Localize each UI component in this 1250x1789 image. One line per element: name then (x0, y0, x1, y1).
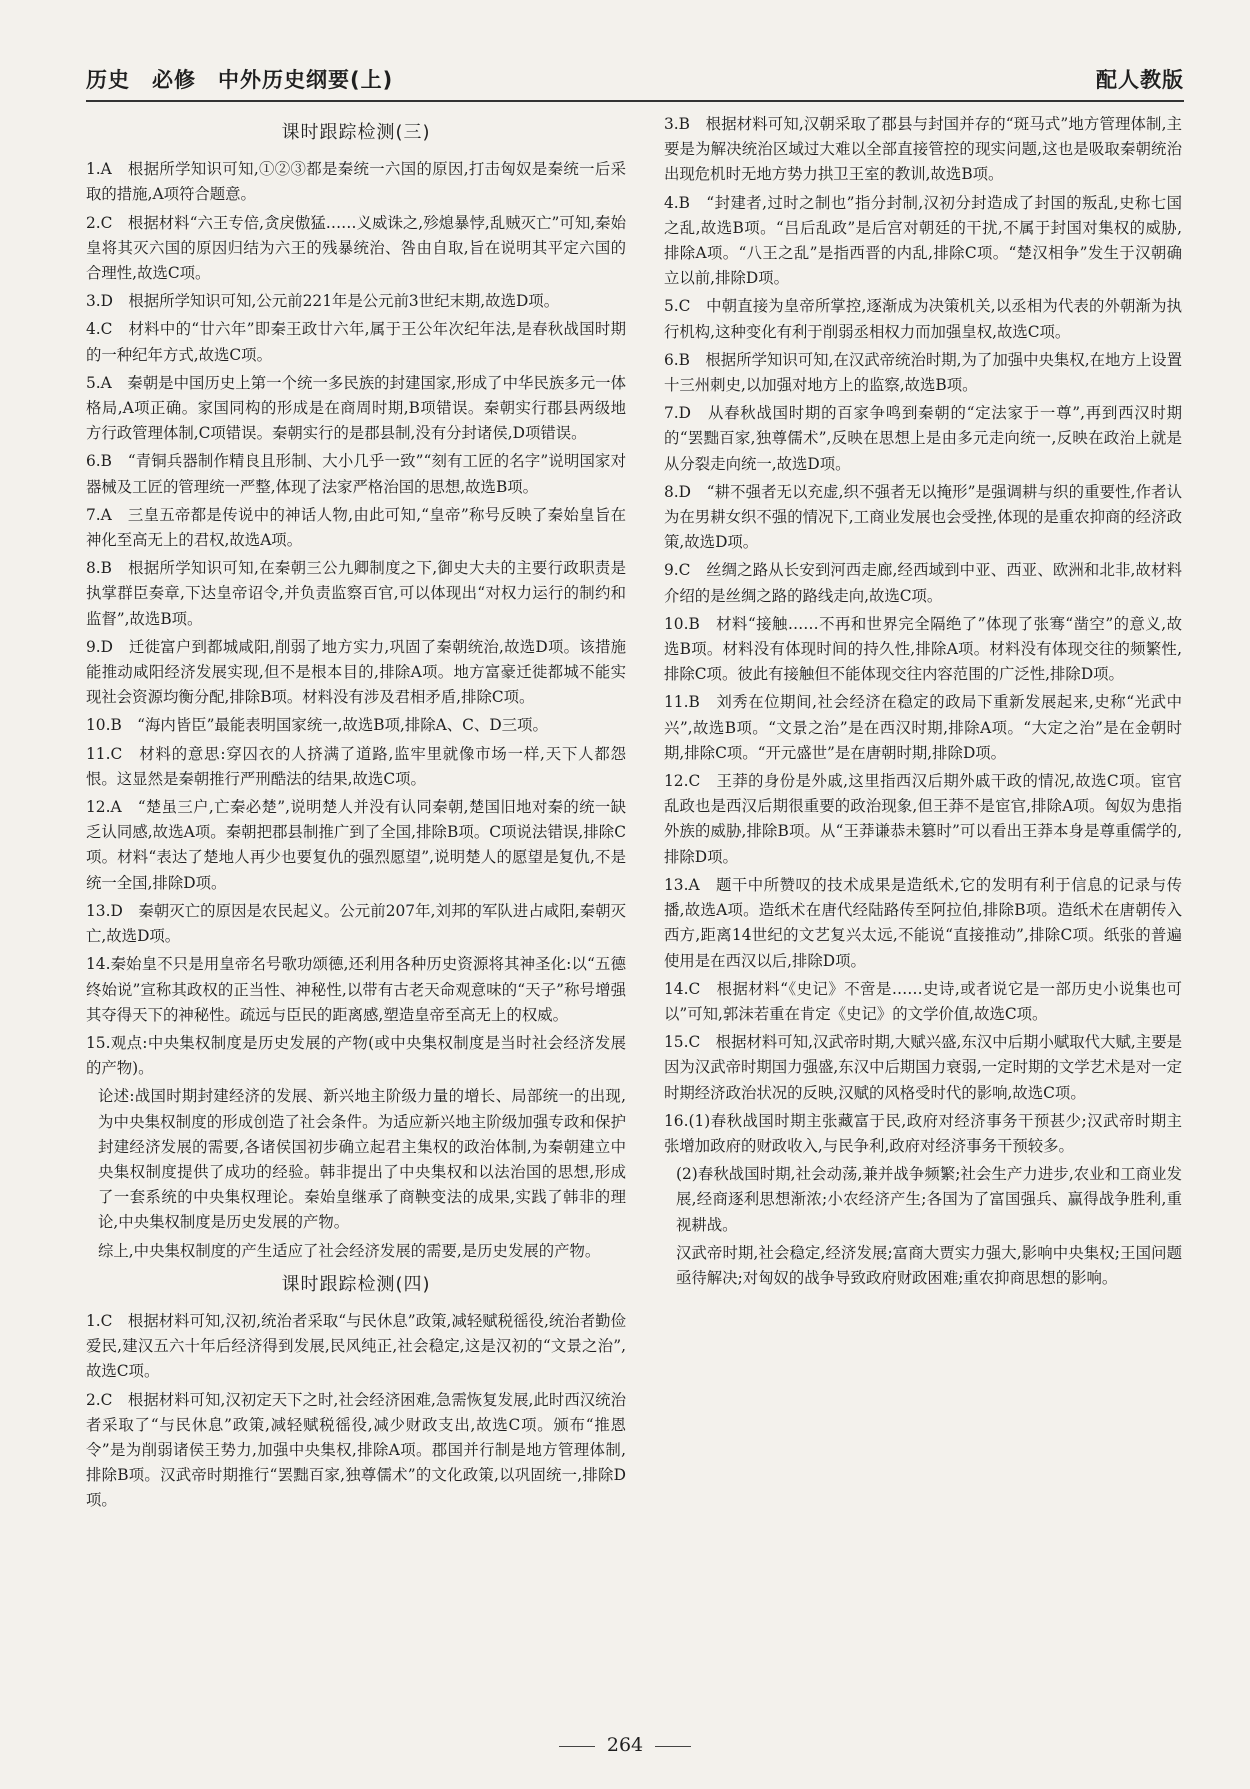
answer-item: 12.A “楚虽三户,亡秦必楚”,说明楚人并没有认同秦朝,楚国旧地对秦的统一缺乏认同感,故选A项。秦朝把郡县制推广到了全国,排除B项。C项说法错误,排除C项。材料“表达了楚地人再少也要复仇的强烈愿望”,说明楚人的愿望是复仇,不是统一全国,排除D项。 (86, 798, 626, 892)
answer-item: 5.C 中朝直接为皇帝所掌控,逐渐成为决策机关,以丞相为代表的外朝渐为执行机构,这种变化有利于削弱丞相权力而加强皇权,故选C项。 (664, 297, 1182, 341)
answer-item: 11.B 刘秀在位期间,社会经济在稳定的政局下重新发展起来,史称“光武中兴”,故选B项。“文景之治”是在西汉时期,排除A项。“大定之治”是在金朝时期,排除C项。“开元盛世”是在唐朝时期,排除D项。 (664, 693, 1182, 762)
answer-item: 10.B 材料“接触……不再和世界完全隔绝了”体现了张骞“凿空”的意义,故选B项。材料没有体现时间的持久性,排除A项。材料没有体现交往的频繁性,排除C项。彼此有接触但不能体现交往内容范围的广泛性,排除D项。 (664, 614, 1182, 684)
answer-item: 13.A 题干中所赞叹的技术成果是造纸术,它的发明有利于信息的记录与传播,故选A项。造纸术在唐代经陆路传至阿拉伯,排除B项。造纸术在唐朝传入西方,距离14世纪的文艺复兴太远,不能说“直接推动”,排除C项。纸张的普遍使用是在西汉以后,排除D项。 (664, 875, 1182, 970)
section-title: 课时跟踪检测(四) (281, 1273, 431, 1295)
essay-answer-part1: 16.(1)春秋战国时期主张藏富于民,政府对经济事务干预甚少;汉武帝时期主张增加政府的财政收入,与民争利,政府对经济事务干预较多。 (664, 1111, 1182, 1155)
answer-item: 7.A 三皇五帝都是传说中的神话人物,由此可知,“皇帝”称号反映了秦始皇旨在神化至高无上的君权,故选A项。 (86, 505, 626, 550)
answer-item: 9.D 迁徙富户到都城咸阳,削弱了地方实力,巩固了秦朝统治,故选D项。该措施能推动咸阳经济发展实现,但不是根本目的,排除A项。地方富豪迁徙都城不能实现社会资源均衡分配,排除B项。材料没有涉及君相矛盾,排除C项。 (86, 637, 626, 707)
answer-item: 2.C 根据材料“六王专倍,贪戾傲猛……义威诛之,殄熄暴悖,乱贼灭亡”可知,秦始皇将其灭六国的原因归结为六王的残暴统治、咎由自取,旨在说明其平定六国的合理性,故选C项。 (86, 213, 626, 283)
answer-item: 3.D 根据所学知识可知,公元前221年是公元前3世纪末期,故选D项。 (86, 292, 560, 311)
answer-item: 7.D 从春秋战国时期的百家争鸣到秦朝的“定法家于一尊”,再到西汉时期的“罢黜百家,独尊儒术”,反映在思想上是由多元走向统一,反映在政治上就是从分裂走向统一,故选D项。 (664, 404, 1182, 473)
answer-item: 4.C 材料中的“廿六年”即秦王政廿六年,属于王公年次纪年法,是春秋战国时期的一种纪年方式,故选C项。 (86, 320, 626, 364)
footer-dash-left (559, 1746, 595, 1747)
answer-item: 2.C 根据材料可知,汉初定天下之时,社会经济困难,急需恢复发展,此时西汉统治者采取了“与民休息”政策,减轻赋税徭役,减少财政支出,故选C项。颁布“推恩令”是为削弱诸侯王势力,加强中央集权,排除A项。郡国并行制是地方管理体制,排除B项。汉武帝时期推行“罢黜百家,独尊儒术”的文化政策,以巩固统一,排除D项。 (86, 1390, 626, 1510)
book-title: 历史 必修 中外历史纲要(上) (86, 68, 394, 92)
answer-item: 15.C 根据材料可知,汉武帝时期,大赋兴盛,东汉中后期小赋取代大赋,主要是因为汉武帝时期国力强盛,东汉中后期国力衰弱,一定时期的文学艺术是对一定时期经济政治状况的反映,汉赋的风格受时代的影响,故选C项。 (664, 1033, 1182, 1102)
section-title: 课时跟踪检测(三) (281, 122, 431, 143)
answer-item: 14.秦始皇不只是用皇帝名号歌功颂德,还利用各种历史资源将其神圣化:以“五德终始说”宣称其政权的正当性、神秘性,以带有古老天命观意味的“天子”称号增强其夺得天下的神秘性。疏远与臣民的距离感,塑造皇帝至高无上的权威。 (86, 955, 626, 1024)
answer-item: 1.C 根据材料可知,汉初,统治者采取“与民休息”政策,减轻赋税徭役,统治者勤俭爱民,建汉五六十年后经济得到发展,民风纯正,社会稳定,这是汉初的“文景之治”,故选C项。 (86, 1311, 626, 1381)
answer-item: 3.B 根据材料可知,汉朝采取了郡县与封国并存的“斑马式”地方管理体制,主要是为解决统治区域过大难以全部直接管控的现实问题,这也是吸取秦朝统治出现危机时无地方势力拱卫王室的教训,故选B项。 (664, 115, 1182, 184)
answer-item: 10.B “海内皆臣”最能表明国家统一,故选B项,排除A、C、D三项。 (86, 716, 548, 735)
answer-item: 9.C 丝绸之路从长安到河西走廊,经西域到中亚、西亚、欧洲和北非,故材料介绍的是丝绸之路的路线走向,故选C项。 (664, 561, 1182, 605)
answer-item: 13.D 秦朝灭亡的原因是农民起义。公元前207年,刘邦的军队进占咸阳,秦朝灭亡,故选D项。 (86, 901, 626, 946)
essay-answer-conclusion: 综上,中央集权制度的产生适应了社会经济发展的需要,是历史发展的产物。 (98, 1241, 601, 1260)
essay-answer-intro: 15.观点:中央集权制度是历史发展的产物(或中央集权制度是当时社会经济发展的产物)。 (86, 1033, 626, 1078)
page-footer (0, 1734, 1250, 1756)
page-number: 264 (606, 1734, 644, 1756)
essay-answer-part2: (2)春秋战国时期,社会动荡,兼并战争频繁;社会生产力进步,农业和工商业发展,经商逐利思想渐浓;小农经济产生;各国为了富国强兵、赢得战争胜利,重视耕战。 (676, 1165, 1182, 1234)
answer-item: 12.C 王莽的身份是外戚,这里指西汉后期外戚干政的情况,故选C项。宦官乱政也是西汉后期很重要的政治现象,但王莽不是宦官,排除A项。匈奴为患指外族的威胁,排除B项。从“王莽谦恭未篡时”可以看出王莽本身是尊重儒学的,排除D项。 (664, 772, 1182, 866)
answer-item: 14.C 根据材料“《史记》不啻是……史诗,或者说它是一部历史小说集也可以”可知,郭沫若重在肯定《史记》的文学价值,故选C项。 (664, 979, 1182, 1023)
answer-item: 4.B “封建者,过时之制也”指分封制,汉初分封造成了封国的叛乱,史称七国之乱,故选B项。“吕后乱政”是后宫对朝廷的干扰,不属于封国对集权的威胁,排除A项。“八王之乱”是指西晋的内乱,排除C项。“楚汉相争”发生于汉朝确立以前,排除D项。 (664, 193, 1182, 288)
left-column (86, 112, 626, 1517)
edition-label: 配人教版 (1096, 68, 1184, 92)
page-header (86, 60, 1184, 102)
answer-item: 5.A 秦朝是中国历史上第一个统一多民族的封建国家,形成了中华民族多元一体格局,A项正确。家国同构的形成是在商周时期,B项错误。秦朝实行郡县两级地方行政管理体制,C项错误。秦朝实行的是郡县制,没有分封诸侯,D项错误。 (86, 373, 626, 443)
essay-answer-part3: 汉武帝时期,社会稳定,经济发展;富商大贾实力强大,影响中央集权;王国问题亟待解决;对匈奴的战争导致政府财政困难;重农抑商思想的影响。 (676, 1243, 1182, 1287)
answer-item: 8.B 根据所学知识可知,在秦朝三公九卿制度之下,御史大夫的主要行政职责是执掌群臣奏章,下达皇帝诏令,并负责监察百官,可以体现出“对权力运行的制约和监督”,故选B项。 (86, 559, 626, 628)
answer-item: 6.B 根据所学知识可知,在汉武帝统治时期,为了加强中央集权,在地方上设置十三州刺史,以加强对地方上的监察,故选B项。 (664, 350, 1182, 395)
right-column (664, 112, 1182, 1294)
answer-item: 8.D “耕不强者无以充虚,织不强者无以掩形”是强调耕与织的重要性,作者认为在男耕女织不强的情况下,工商业发展也会受挫,体现的是重农抑商的经济政策,故选D项。 (664, 482, 1182, 552)
answer-item: 6.B “青铜兵器制作精良且形制、大小几乎一致”“刻有工匠的名字”说明国家对器械及工匠的管理统一严整,体现了法家严格治国的思想,故选B项。 (86, 452, 626, 496)
essay-answer-body: 论述:战国时期封建经济的发展、新兴地主阶级力量的增长、局部统一的出现,为中央集权制度的形成创造了社会条件。为适应新兴地主阶级加强专政和保护封建经济发展的需要,各诸侯国初步确立起君主集权的政治体制,为秦朝建立中央集权制度提供了成功的经验。韩非提出了中央集权和以法治国的思想,形成了一套系统的中央集权理论。秦始皇继承了商鞅变法的成果,实践了韩非的理论,中央集权制度是历史发展的产物。 (98, 1087, 626, 1232)
answer-item: 1.A 根据所学知识可知,①②③都是秦统一六国的原因,打击匈奴是秦统一后采取的措施,A项符合题意。 (86, 160, 626, 204)
footer-dash-right (655, 1746, 691, 1747)
answer-item: 11.C 材料的意思:穿囚衣的人挤满了道路,监牢里就像市场一样,天下人都怨恨。这显然是秦朝推行严刑酷法的结果,故选C项。 (86, 744, 626, 788)
